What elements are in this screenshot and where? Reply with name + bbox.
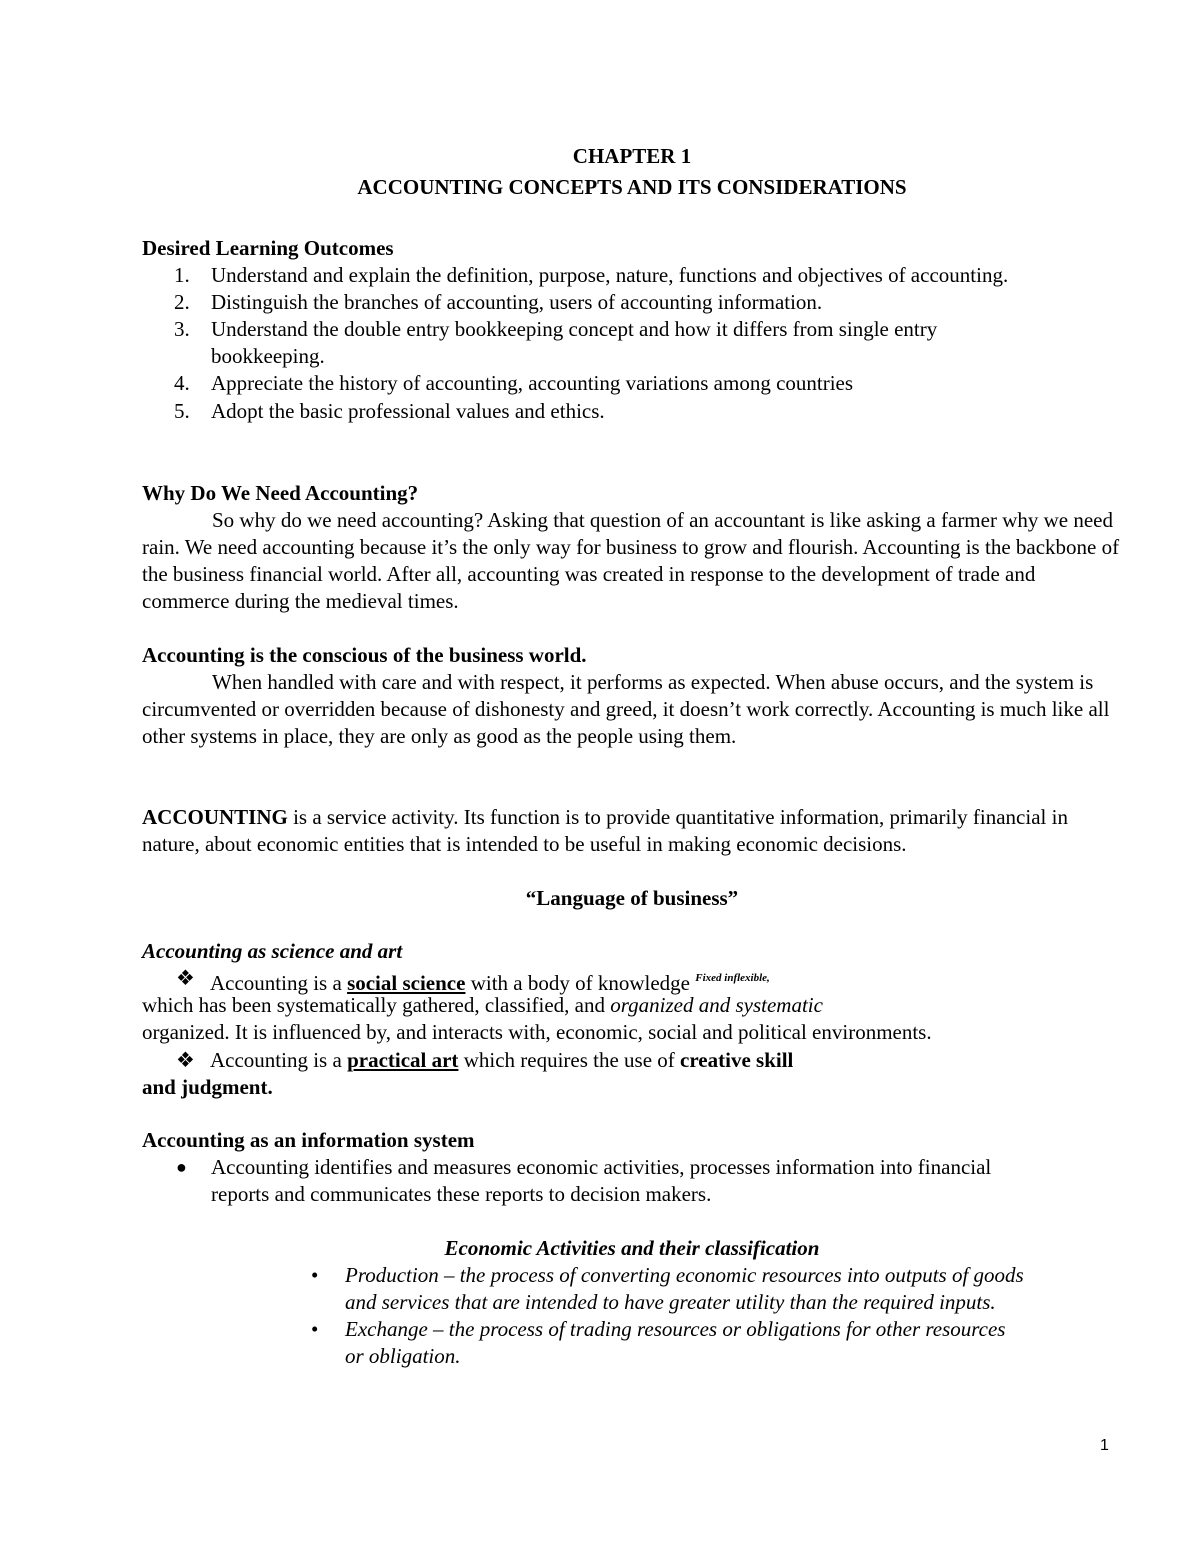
- definition-body: is a service activity. Its function is to provide quantitative information, primarily financial in nature, about economic entities that is intended to be useful in making economic decisions.: [142, 805, 1068, 856]
- chapter-label: CHAPTER 1: [572, 144, 692, 168]
- diamond-bullet-icon: ❖: [176, 966, 195, 990]
- outcome-number: 3.: [174, 317, 190, 341]
- conscious-heading: Accounting is the conscious of the business world.: [142, 643, 587, 667]
- outcome-text: Adopt the basic professional values and ethics.: [211, 399, 605, 423]
- social-science-term: social science: [347, 971, 466, 995]
- art-prefix: Accounting is a: [210, 1048, 348, 1072]
- exchange-line-1: Exchange – the process of trading resources or obligations for other resources: [345, 1317, 1006, 1341]
- art-item-line-2: and judgment.: [142, 1075, 273, 1099]
- bullet-icon: •: [311, 1317, 319, 1341]
- page-number: 1: [1100, 1437, 1109, 1454]
- bullet-icon: •: [311, 1263, 319, 1287]
- outcome-number: 5.: [174, 399, 190, 423]
- bullet-dot-icon: ●: [176, 1157, 187, 1177]
- outcome-number: 4.: [174, 371, 190, 395]
- production-line-1: Production – the process of converting economic resources into outputs of goods: [345, 1263, 1024, 1287]
- outcome-number: 2.: [174, 290, 190, 314]
- info-system-line-2: reports and communicates these reports to decision makers.: [211, 1182, 712, 1206]
- info-system-line-1: Accounting identifies and measures economic activities, processes information into financial: [211, 1155, 992, 1179]
- outcome-text: bookkeeping.: [211, 344, 325, 368]
- outcome-number: 1.: [174, 263, 190, 287]
- art-mid: which requires the use of: [458, 1048, 681, 1072]
- info-system-heading: Accounting as an information system: [142, 1128, 475, 1152]
- accounting-definition: [142, 804, 1122, 858]
- production-line-2: and services that are intended to have greater utility than the required inputs.: [345, 1290, 996, 1314]
- language-of-business: “Language of business”: [525, 886, 739, 910]
- exchange-line-2: or obligation.: [345, 1344, 461, 1368]
- practical-art-term: practical art: [347, 1048, 459, 1072]
- science-line-2b: organized and systematic: [610, 993, 823, 1017]
- science-item-line-2: [142, 992, 1122, 1019]
- science-line-2a: which has been systematically gathered, classified, and: [142, 993, 611, 1017]
- outcome-text: Understand the double entry bookkeeping concept and how it differs from single entry: [211, 317, 938, 341]
- science-suffix: with a body of knowledge: [465, 971, 696, 995]
- outcome-text: Understand and explain the definition, purpose, nature, functions and objectives of accounting.: [211, 263, 1009, 287]
- why-paragraph: So why do we need accounting? Asking that question of an accountant is like asking a farmer why we need rain. We need accounting because it’s the only way for business to grow and flourish. Accounting is the backbone of the business financial world. After all, accounting was created in response to the development of trade and commerce during the medieval times.: [142, 508, 1120, 613]
- outcome-text: Distinguish the branches of accounting, users of accounting information.: [211, 290, 823, 314]
- art-item-line: [210, 1047, 1110, 1074]
- economic-heading: Economic Activities and their classification: [444, 1236, 820, 1260]
- chapter-title: ACCOUNTING CONCEPTS AND ITS CONSIDERATIONS: [357, 175, 907, 199]
- diamond-bullet-icon: ❖: [176, 1048, 195, 1072]
- science-art-heading: Accounting as science and art: [142, 939, 403, 963]
- science-item-line-3: organized. It is influenced by, and interacts with, economic, social and political environments.: [142, 1020, 932, 1044]
- science-prefix: Accounting is a: [210, 971, 348, 995]
- outcomes-heading: Desired Learning Outcomes: [142, 236, 394, 260]
- creative-skill: creative skill: [680, 1048, 794, 1072]
- conscious-paragraph: When handled with care and with respect, it performs as expected. When abuse occurs, and the system is circumvented or overridden because of dishonesty and greed, it doesn’t work correctly. Accounting is much like all other systems in place, they are only as good as the people using them.: [142, 670, 1110, 748]
- why-heading: Why Do We Need Accounting?: [142, 481, 419, 505]
- handwritten-note: Fixed inflexible,: [695, 972, 770, 984]
- definition-term: ACCOUNTING: [142, 805, 288, 829]
- outcome-text: Appreciate the history of accounting, accounting variations among countries: [211, 371, 854, 395]
